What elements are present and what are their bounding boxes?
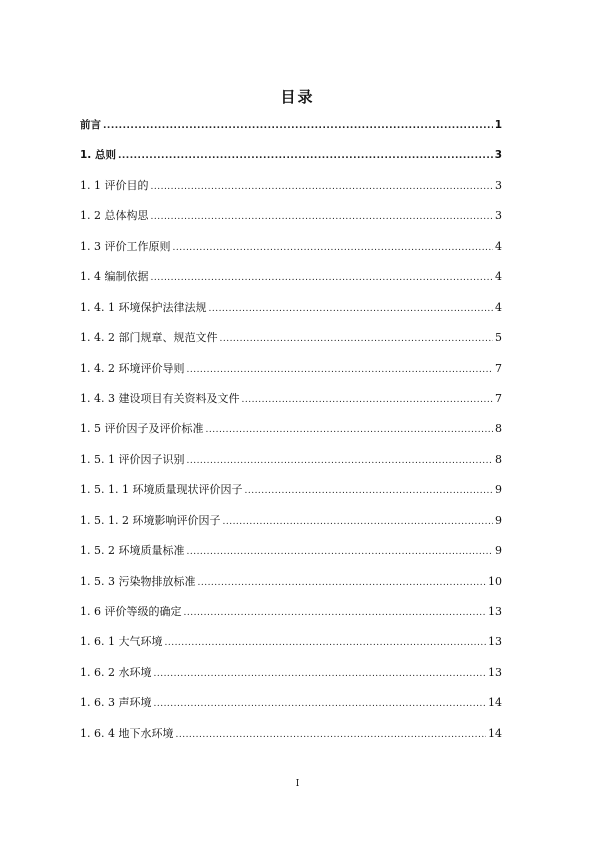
toc-dot-leader [173,241,494,255]
toc-dot-leader [219,332,493,346]
toc-entry[interactable] [80,392,502,422]
toc-dot-leader [186,454,493,468]
toc-dot-leader [241,393,493,407]
toc-entry[interactable] [80,696,502,726]
toc-entry-label: 1. 1 评价目的 [80,178,149,192]
toc-entry[interactable] [80,209,502,239]
toc-entry-page: 13 [488,665,502,679]
toc-entry[interactable] [80,635,502,665]
toc-dot-leader [164,636,486,650]
toc-entry[interactable] [80,362,502,392]
toc-dot-leader [118,149,493,163]
toc-dot-leader [186,545,493,559]
toc-entry-label: 1. 2 总体构思 [80,209,149,223]
toc-entry-label: 前言 [80,119,101,131]
toc-entry-page: 13 [488,605,502,618]
toc-entry-page: 3 [495,178,502,192]
toc-entry-page: 10 [488,574,502,588]
toc-dot-leader [208,302,493,316]
toc-entry-page: 3 [495,209,502,223]
toc-dot-leader [186,363,493,377]
toc-dot-leader [153,667,486,681]
toc-entry[interactable] [80,148,502,178]
toc-dot-leader [222,515,493,529]
toc-dot-leader [151,180,494,194]
toc-entry-page: 14 [488,726,502,740]
toc-entry-label: 1. 4. 2 部门规章、规范文件 [80,331,218,345]
toc-entry-label: 1. 4. 2 环境评价导则 [80,361,185,375]
toc-entry-page: 4 [495,300,502,314]
page-number: I [295,779,300,789]
toc-entry-label: 1. 6 评价等级的确定 [80,605,182,618]
toc-entry-label: 1. 5. 1 评价因子识别 [80,452,185,466]
toc-entry-page: 7 [495,361,502,375]
toc-entry-page: 5 [495,331,502,345]
toc-entry-page: 8 [495,452,502,466]
toc-entry-label: 1. 4 编制依据 [80,270,149,284]
toc-dot-leader [153,697,486,711]
toc-dot-leader [206,423,494,437]
toc-entry[interactable] [80,727,502,757]
toc-entry-page: 14 [488,696,502,710]
toc-entry[interactable] [80,544,502,574]
toc-entry-label: 1. 总则 [80,149,116,162]
toc-entry[interactable] [80,453,502,483]
toc-dot-leader [151,210,494,224]
toc-entry[interactable] [80,179,502,209]
toc-entry[interactable] [80,240,502,270]
toc-dot-leader [197,576,486,590]
toc-entry[interactable] [80,270,502,300]
toc-entry-label: 1. 5. 2 环境质量标准 [80,544,185,558]
toc-entry[interactable] [80,331,502,361]
toc-entry-label: 1. 5. 1. 1 环境质量现状评价因子 [80,483,243,497]
toc-entry-label: 1. 4. 3 建设项目有关资料及文件 [80,391,240,405]
toc-entry-label: 1. 6. 2 水环境 [80,665,152,679]
toc-entry-label: 1. 6. 1 大气环境 [80,635,163,649]
page-title: 目录 [280,88,315,106]
toc-dot-leader [244,484,493,498]
toc-entry-page: 3 [494,149,502,162]
toc-entry-page: 9 [495,513,502,527]
toc-entry-label: 1. 5. 3 污染物排放标准 [80,574,196,588]
toc-entry-label: 1. 5 评价因子及评价标准 [80,422,204,436]
toc-entry[interactable] [80,605,502,635]
table-of-contents [80,118,502,757]
toc-dot-leader [151,271,494,285]
toc-entry[interactable] [80,301,502,331]
toc-entry-label: 1. 6. 4 地下水环境 [80,726,174,740]
toc-entry-page: 4 [495,239,502,253]
toc-entry[interactable] [80,514,502,544]
toc-entry-label: 1. 5. 1. 2 环境影响评价因子 [80,513,221,527]
toc-entry-label: 1. 4. 1 环境保护法律法规 [80,300,207,314]
toc-entry-page: 9 [495,544,502,558]
toc-entry-page: 13 [488,635,502,649]
toc-entry-page: 1 [494,119,502,131]
toc-entry-page: 9 [495,483,502,497]
toc-entry[interactable] [80,575,502,605]
toc-entry-page: 8 [495,422,502,436]
toc-entry[interactable] [80,118,502,148]
toc-entry[interactable] [80,422,502,452]
toc-entry[interactable] [80,666,502,696]
toc-entry-page: 7 [495,391,502,405]
toc-entry[interactable] [80,483,502,513]
toc-entry-page: 4 [495,270,502,284]
toc-dot-leader [184,606,487,620]
toc-entry-label: 1. 3 评价工作原则 [80,239,171,253]
toc-dot-leader [103,119,493,133]
toc-entry-label: 1. 6. 3 声环境 [80,696,152,710]
toc-dot-leader [175,728,486,742]
